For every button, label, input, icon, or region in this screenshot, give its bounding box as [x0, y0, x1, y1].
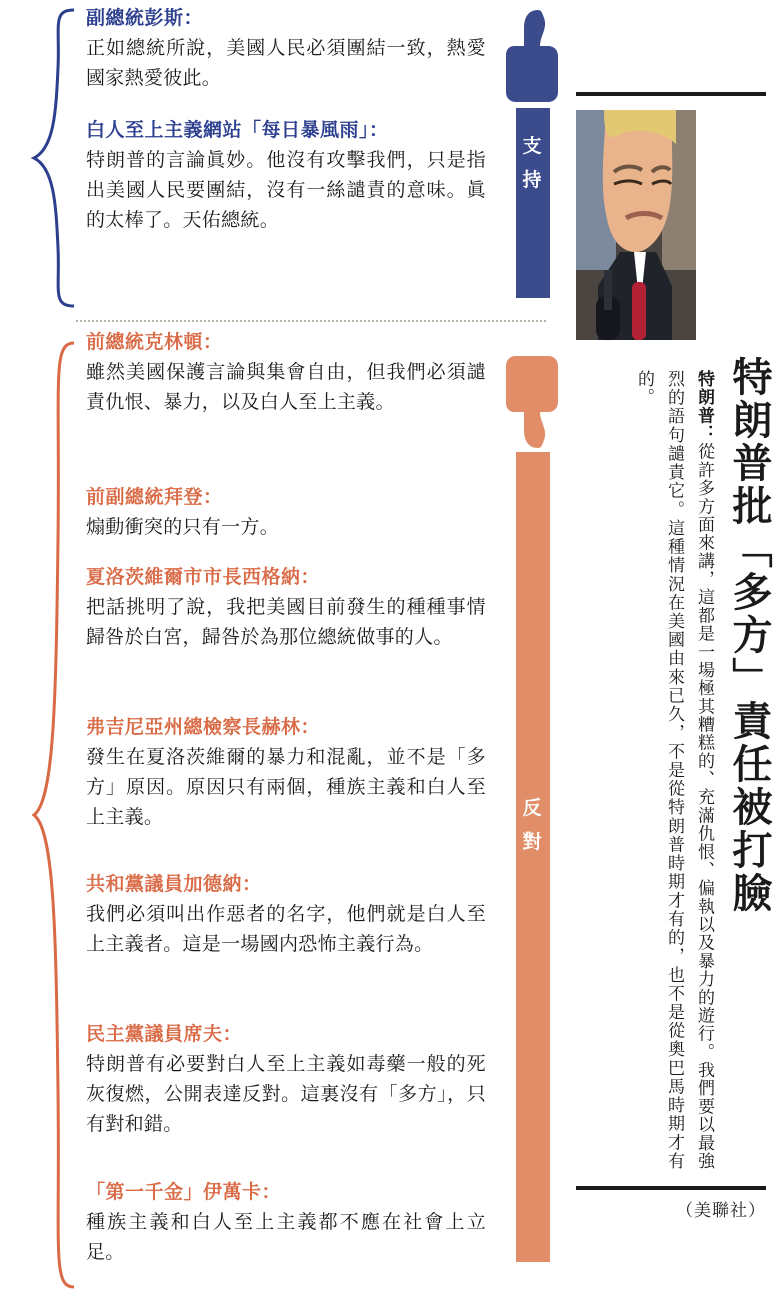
- quote-text: 煽動衝突的只有一方。: [86, 517, 280, 538]
- quote-block-oppose-1: [86, 485, 486, 553]
- quote-block-oppose-0: [86, 330, 486, 428]
- quote-block-oppose-4: [86, 872, 486, 970]
- bottom-rule: [576, 1186, 766, 1190]
- thumbs-up-icon: [504, 6, 564, 126]
- oppose-brace: [30, 340, 76, 1290]
- support-brace: [30, 8, 76, 308]
- lede-paragraph: [629, 370, 719, 1170]
- quote-speaker: 副總統彭斯：: [86, 8, 204, 29]
- quote-block-oppose-3: [86, 715, 486, 843]
- quote-text: 種族主義和白人至上主義都不應在社會上立足。: [86, 1212, 486, 1263]
- quote-block-support-0: [86, 6, 486, 104]
- quote-text: 發生在夏洛茨維爾的暴力和混亂，並不是「多方」原因。原因只有兩個，種族主義和白人至上主義。: [86, 747, 486, 828]
- quote-speaker: 前總統克林頓：: [86, 332, 223, 353]
- quote-text: 特朗普的言論眞妙。他沒有攻擊我們，只是指出美國人民要團結，沒有一絲譴責的意味。眞的太棒了。天佑總統。: [86, 150, 486, 231]
- quote-speaker: 弗吉尼亞州總檢察長赫林：: [86, 717, 321, 738]
- quote-text: 我們必須叫出作惡者的名字，他們就是白人至上主義者。這是一場國内恐怖主義行為。: [86, 904, 486, 955]
- support-label: 支持: [522, 136, 544, 191]
- headline-column: [566, 0, 781, 1300]
- quote-block-support-1: [86, 118, 486, 246]
- lede-body: 從許多方面來講，這都是一場極其糟糕的、充滿仇恨、偏執以及暴力的遊行。我們要以最強烈的語句譴責它。這種情況在美國由來已久，不是從特朗普時期才有的，也不是從奧巴馬時期才有的。: [635, 370, 714, 1171]
- lede-lead-in: 特朗普：: [695, 370, 714, 443]
- quote-speaker: 民主黨議員席夫：: [86, 1024, 243, 1045]
- stance-column: [498, 0, 570, 1300]
- quote-text: 特朗普有必要對白人至上主義如毒藥一般的死灰復燃，公開表達反對。這裏沒有「多方」，只有對和錯。: [86, 1054, 486, 1135]
- quote-text: 雖然美國保護言論與集會自由，但我們必須譴責仇恨、暴力，以及白人至上主義。: [86, 362, 486, 413]
- quote-text: 把話挑明了說，我把美國目前發生的種種事情歸咎於白宮，歸咎於為那位總統做事的人。: [86, 597, 486, 648]
- quote-speaker: 夏洛茨維爾市市長西格納：: [86, 567, 321, 588]
- trump-portrait-photo: [576, 110, 696, 340]
- page-title: 特朗普批「多方」責任被打臉: [727, 356, 772, 915]
- top-rule: [576, 92, 766, 96]
- quote-speaker: 「第一千金」伊萬卡：: [86, 1182, 282, 1203]
- quote-block-oppose-6: [86, 1180, 486, 1278]
- oppose-label: 反對: [522, 798, 544, 853]
- quote-speaker: 白人至上主義網站「每日暴風雨」：: [86, 120, 389, 141]
- quote-block-oppose-5: [86, 1022, 486, 1150]
- photo-credit: （美聯社）: [676, 1201, 766, 1220]
- quote-block-oppose-2: [86, 565, 486, 663]
- quote-text: 正如總統所說，美國人民必須團結一致，熱愛國家熱愛彼此。: [86, 38, 486, 89]
- section-divider: [76, 320, 546, 322]
- quote-speaker: 共和黨議員加德納：: [86, 874, 262, 895]
- thumbs-down-icon: [504, 352, 564, 472]
- quote-speaker: 前副總統拜登：: [86, 487, 223, 508]
